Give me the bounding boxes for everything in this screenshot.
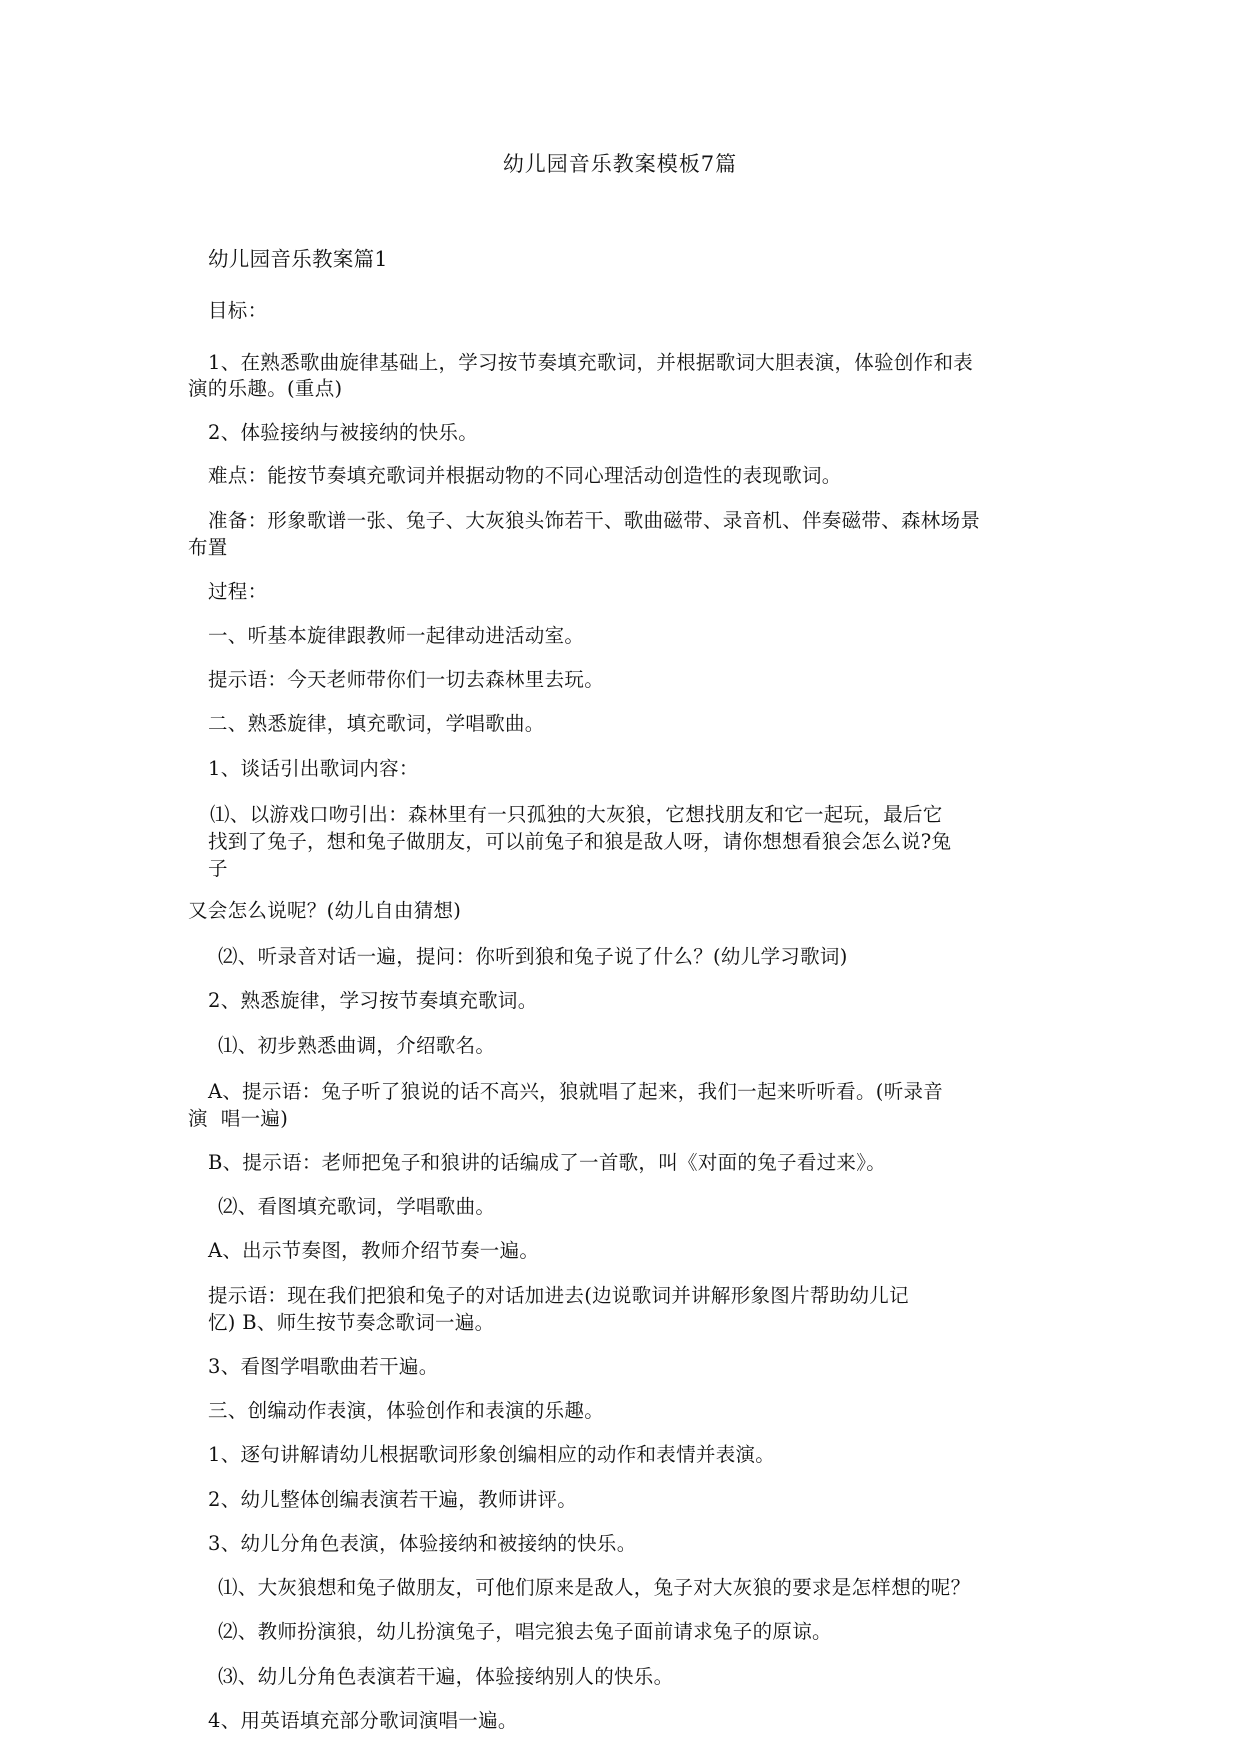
sub-1-item-1-line-2: 找到了兔子，想和兔子做朋友，可以前兔子和狼是敌人呀，请你想想看狼会怎么说?兔 bbox=[208, 830, 952, 853]
sub-2-item-2: ⑵、看图填充歌词，学唱歌曲。 bbox=[218, 1195, 496, 1218]
preparation-line-2: 布置 bbox=[188, 536, 228, 559]
section-heading: 幼儿园音乐教案篇1 bbox=[208, 247, 388, 271]
step-3-item-3-sub-3: ⑶、幼儿分角色表演若干遍，体验接纳别人的快乐。 bbox=[218, 1665, 674, 1688]
step-3-item-1: 1、逐句讲解请幼儿根据歌词形象创编相应的动作和表情并表演。 bbox=[208, 1443, 776, 1466]
sub-1-item-2: ⑵、听录音对话一遍，提问：你听到狼和兔子说了什么？(幼儿学习歌词) bbox=[218, 945, 848, 968]
difficulty-text: 难点：能按节奏填充歌词并根据动物的不同心理活动创造性的表现歌词。 bbox=[208, 464, 842, 487]
sub-1-item-1-line-3: 子 bbox=[208, 857, 228, 880]
document-title: 幼儿园音乐教案模板7篇 bbox=[502, 152, 738, 176]
goal-item-2: 2、体验接纳与被接纳的快乐。 bbox=[208, 421, 479, 444]
sub-2-item-2-A: A、出示节奏图，教师介绍节奏一遍。 bbox=[208, 1239, 540, 1262]
sub-1-item-1-line-1: ⑴、以游戏口吻引出：森林里有一只孤独的大灰狼，它想找朋友和它一起玩，最后它 bbox=[210, 803, 943, 826]
prompt-1: 提示语：今天老师带你们一切去森林里去玩。 bbox=[208, 668, 605, 691]
step-2-sub-1: 1、谈话引出歌词内容： bbox=[208, 757, 419, 780]
goal-label: 目标： bbox=[208, 299, 268, 322]
step-2: 二、熟悉旋律，填充歌词，学唱歌曲。 bbox=[208, 712, 545, 735]
preparation-line-1: 准备：形象歌谱一张、兔子、大灰狼头饰若干、歌曲磁带、录音机、伴奏磁带、森林场景 bbox=[208, 509, 981, 532]
step-3-item-4: 4、用英语填充部分歌词演唱一遍。 bbox=[208, 1709, 518, 1732]
sub-2-item-1-B: B、提示语：老师把兔子和狼讲的话编成了一首歌，叫《对面的兔子看过来》。 bbox=[208, 1151, 887, 1174]
sub-2-item-1-A-line-2: 演 唱一遍) bbox=[188, 1107, 289, 1130]
process-label: 过程： bbox=[208, 580, 268, 603]
sub-2-item-1-A-line-1: A、提示语：兔子听了狼说的话不高兴，狼就唱了起来，我们一起来听听看。(听录音 bbox=[208, 1080, 944, 1103]
step-2-sub-3: 3、看图学唱歌曲若干遍。 bbox=[208, 1355, 439, 1378]
goal-item-1-line-2: 演的乐趣。(重点) bbox=[188, 377, 343, 400]
sub-2-item-2-prompt-line-2: 忆) B、师生按节奏念歌词一遍。 bbox=[208, 1311, 495, 1334]
step-3: 三、创编动作表演，体验创作和表演的乐趣。 bbox=[208, 1399, 605, 1422]
sub-2-item-2-prompt-line-1: 提示语：现在我们把狼和兔子的对话加进去(边说歌词并讲解形象图片帮助幼儿记 bbox=[208, 1284, 909, 1307]
step-3-item-2: 2、幼儿整体创编表演若干遍，教师讲评。 bbox=[208, 1488, 578, 1511]
step-3-item-3-sub-1: ⑴、大灰狼想和兔子做朋友，可他们原来是敌人，兔子对大灰狼的要求是怎样想的呢？ bbox=[218, 1576, 971, 1599]
step-1: 一、听基本旋律跟教师一起律动进活动室。 bbox=[208, 624, 585, 647]
step-3-item-3: 3、幼儿分角色表演，体验接纳和被接纳的快乐。 bbox=[208, 1532, 637, 1555]
sub-2-item-1: ⑴、初步熟悉曲调，介绍歌名。 bbox=[218, 1034, 496, 1057]
step-2-sub-2: 2、熟悉旋律，学习按节奏填充歌词。 bbox=[208, 989, 538, 1012]
sub-1-item-1-line-4: 又会怎么说呢？(幼儿自由猜想) bbox=[188, 899, 462, 922]
goal-item-1-line-1: 1、在熟悉歌曲旋律基础上，学习按节奏填充歌词，并根据歌词大胆表演，体验创作和表 bbox=[208, 351, 974, 374]
step-3-item-3-sub-2: ⑵、教师扮演狼，幼儿扮演兔子，唱完狼去兔子面前请求兔子的原谅。 bbox=[218, 1620, 832, 1643]
